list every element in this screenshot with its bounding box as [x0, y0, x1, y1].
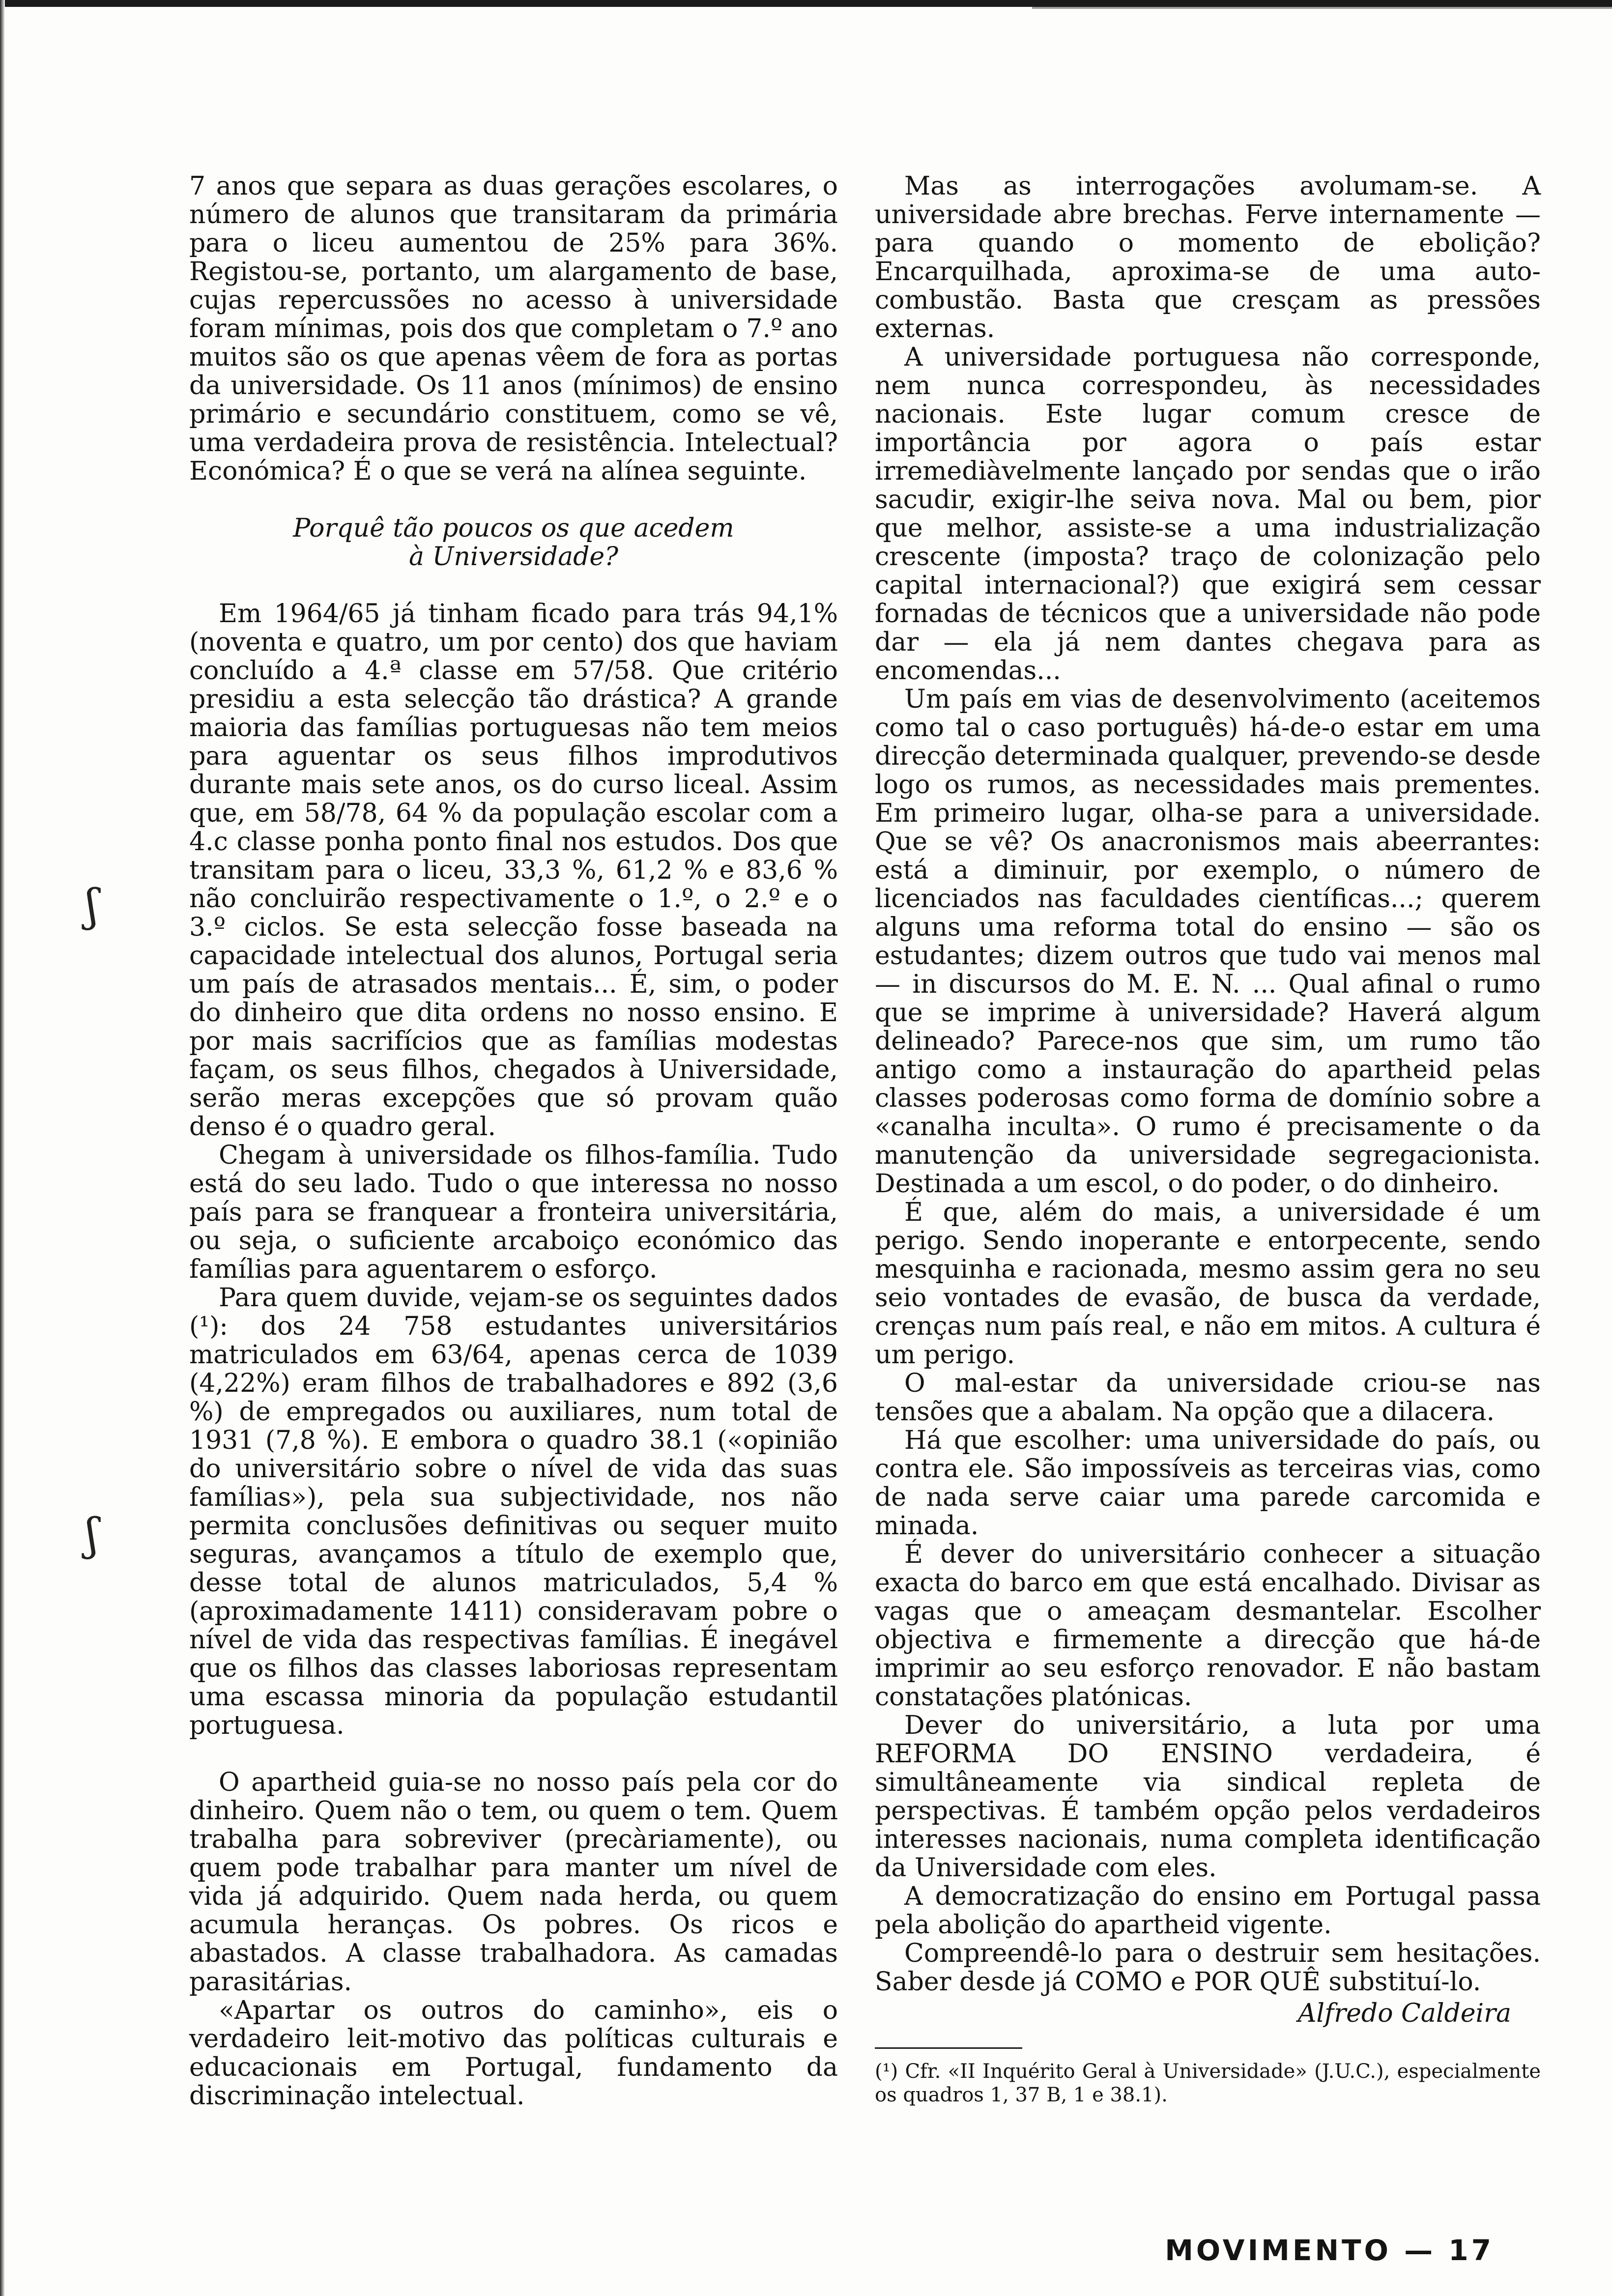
paragraph: Há que escolher: uma universidade do país, ou contra ele. São impossíveis as terceiras vias, como de nada serve caiar uma parede carcomida e minada. [875, 1426, 1541, 1541]
paragraph: Em 1964/65 já tinham ficado para trás 94,1% (noventa e quatro, um por cento) dos que haviam concluído a 4.ª classe em 57/58. Que critério presidiu a esta selecção tão drástica? A grande maioria das famílias portuguesas não tem meios para aguentar os seus filhos improdutivos durante mais sete anos, os do curso liceal. Assim que, em 58/78, 64 % da população escolar com a 4.c classe ponha ponto final nos estudos. Dos que transitam para o liceu, 33,3 %, 61,2 % e 83,6 % não concluirão respectivamente o 1.º, o 2.º e o 3.º ciclos. Se esta selecção fosse baseada na capacidade intelectual dos alunos, Portugal seria um país de atrasados mentais... É, sim, o poder do dinheiro que dita ordens no nosso ensino. E por mais sacrifícios que as famílias modestas façam, os seus filhos, chegados à Universidade, serão meras excepções que só provam quão denso é o quadro geral. [189, 599, 838, 1142]
right-column [875, 172, 1541, 2107]
paragraph: Para quem duvide, vejam-se os seguintes dados (¹): dos 24 758 estudantes universitários matriculados em 63/64, apenas cerca de 1039 (4,22%) eram filhos de trabalhadores e 892 (3,6 %) de empregados ou auxiliares, num total de 1931 (7,8 %). E embora o quadro 38.1 («opinião do universitário sobre o nível de vida das suas famílias»), pela sua subjectividade, nos não permita conclusões definitivas ou sequer muito seguras, avançamos a título de exemplo que, desse total de alunos matriculados, 5,4 % (aproximadamente 1411) consideravam pobre o nível de vida das respectivas famílias. É inegável que os filhos das classes laboriosas representam uma escassa minoria da população estudantil portuguesa. [189, 1283, 838, 1740]
paragraph: Mas as interrogações avolumam-se. A universidade abre brechas. Ferve internamente — para quando o momento de ebolição? Encarquilhada, aproxima-se de uma auto-combustão. Basta que cresçam as pressões externas. [875, 172, 1541, 344]
footnote: (¹) Cfr. «II Inquérito Geral à Universidade» (J.U.C.), especialmente os quadros 1, 37 B, 1 e 38.1). [875, 2060, 1541, 2106]
paragraph: «Apartar os outros do caminho», eis o verdadeiro leit-motivo das políticas culturais e educacionais em Portugal, fundamento da discriminação intelectual. [189, 1996, 838, 2111]
paragraph: O mal-estar da universidade criou-se nas tensões que a abalam. Na opção que a dilacera. [875, 1369, 1541, 1427]
top-border-rule [0, 0, 1612, 7]
paragraph: A universidade portuguesa não corresponde, nem nunca correspondeu, às necessidades nacionais. Este lugar comum cresce de importância por agora o país estar irremediàvelmente lançado por sendas que o irão sacudir, exigir-lhe seiva nova. Mal ou bem, pior que melhor, assiste-se a uma industrialização crescente (imposta? traço de colonização pelo capital internacional?) que exigirá sem cessar fornadas de técnicos que a universidade não pode dar — ela já nem dantes chegava para as encomendas... [875, 343, 1541, 686]
left-column [189, 172, 838, 2110]
paragraph: O apartheid guia-se no nosso país pela cor do dinheiro. Quem não o tem, ou quem o tem. Quem trabalha para sobreviver (precàriamente), ou quem pode trabalhar para manter um nível de vida já adquirido. Quem nada herda, ou quem acumula heranças. Os pobres. Os ricos e abastados. A classe trabalhadora. As camadas parasitárias. [189, 1768, 838, 1997]
section-heading-line: Porquê tão poucos os que acedem [293, 514, 734, 543]
paragraph: Um país em vias de desenvolvimento (aceitemos como tal o caso português) há-de-o estar em uma direcção determinada qualquer, prevendo-se desde logo os rumos, as necessidades mais prementes. Em primeiro lugar, olha-se para a universidade. Que se vê? Os anacronismos mais abeerrantes: está a diminuir, por exemplo, o número de licenciados nas faculdades científicas...; querem alguns uma reforma total do ensino — são os estudantes; dizem outros que tudo vai menos mal — in discursos do M. E. N. ... Qual afinal o rumo que se imprime à universidade? Haverá algum delineado? Parece-nos que sim, um rumo tão antigo como a instauração do apartheid pelas classes poderosas como forma de domínio sobre a «canalha inculta». O rumo é precisamente o da manutenção da universidade segregacionista. Destinada a um escol, o do poder, o do dinheiro. [875, 685, 1541, 1199]
page-footer: MOVIMENTO — 17 [1165, 2234, 1494, 2267]
author-signature: Alfredo Caldeira [1297, 1999, 1511, 2028]
paragraph: É que, além do mais, a universidade é um perigo. Sendo inoperante e entorpecente, sendo mesquinha e racionada, mesmo assim gera no seu seio vontades de evasão, de busca da verdade, crenças num país real, e não em mitos. A cultura é um perigo. [875, 1198, 1541, 1370]
paragraph: Compreendê-lo para o destruir sem hesitações. Saber desde já COMO e POR QUÊ substituí-lo. [875, 1939, 1541, 1997]
left-page-edge [0, 0, 5, 2296]
top-border-rule-thin [1032, 7, 1612, 9]
footnote-rule [875, 2047, 1022, 2049]
section-heading [189, 514, 838, 571]
paragraph: A democratização do ensino em Portugal passa pela abolição do apartheid vigente. [875, 1882, 1541, 1940]
section-heading-line: à Universidade? [408, 542, 619, 572]
paragraph: É dever do universitário conhecer a situação exacta do barco em que está encalhado. Divisar as vagas que o ameaçam desmantelar. Escolher objectiva e firmemente a direcção que há-de imprimir ao seu esforço renovador. E não bastam constatações platónicas. [875, 1540, 1541, 1712]
paragraph: 7 anos que separa as duas gerações escolares, o número de alunos que transitaram da primária para o liceu aumentou de 25% para 36%. Registou-se, portanto, um alargamento de base, cujas repercussões no acesso à universidade foram mínimas, pois dos que completam o 7.º ano muitos são os que apenas vêem de fora as portas da universidade. Os 11 anos (mínimos) de ensino primário e secundário constituem, como se vê, uma verdadeira prova de resistência. Intelectual? Económica? É o que se verá na alínea seguinte. [189, 172, 838, 486]
paragraph: Chegam à universidade os filhos-família. Tudo está do seu lado. Tudo o que interessa no nosso país para se franquear a fronteira universitária, ou seja, o suficiente arcaboiço económico das famílias para aguentarem o esforço. [189, 1141, 838, 1284]
margin-mark: ʃ [86, 1509, 98, 1560]
paragraph: Dever do universitário, a luta por uma REFORMA DO ENSINO verdadeira, é simultâneamente via sindical repleta de perspectivas. É também opção pelos verdadeiros interesses nacionais, numa completa identificação da Universidade com eles. [875, 1711, 1541, 1883]
margin-mark: ʃ [86, 880, 98, 931]
